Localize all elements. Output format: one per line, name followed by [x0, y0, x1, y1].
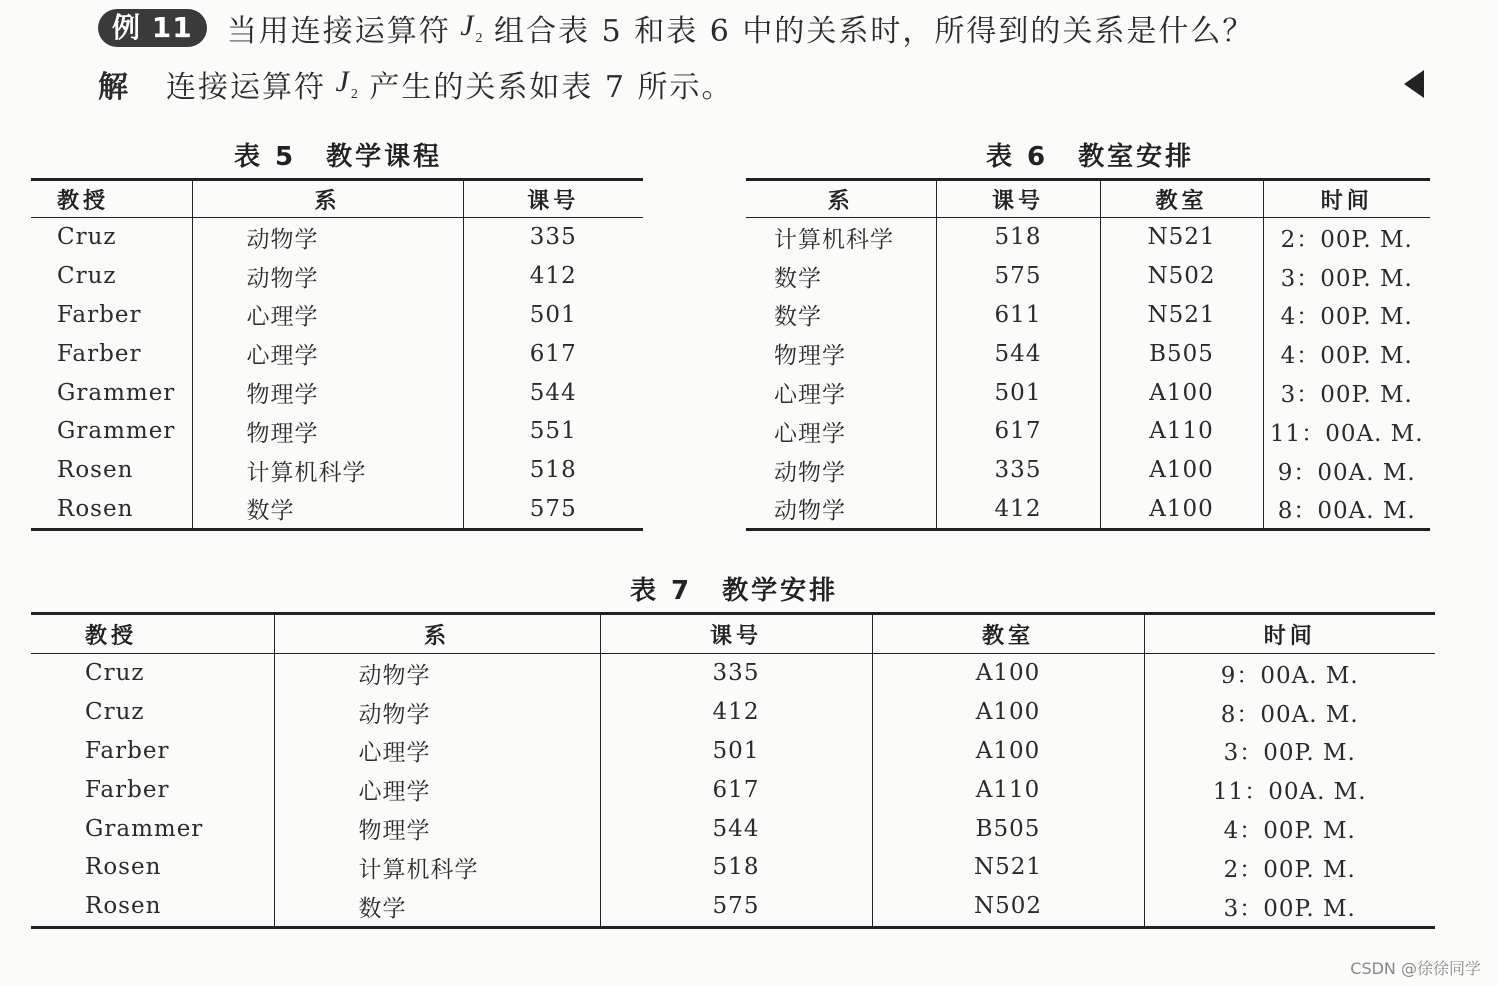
- table-row: [746, 451, 1430, 490]
- table-cell: 335: [600, 654, 872, 693]
- table-cell: 8：00A. M.: [1263, 490, 1430, 530]
- table-row: [746, 296, 1430, 335]
- table6-header: 系: [746, 180, 936, 218]
- table5-caption-title: 教学课程: [326, 142, 443, 172]
- answer-text-a: 连接运算符: [166, 70, 326, 105]
- table5-caption: [234, 136, 442, 173]
- table5-header: 教授: [31, 180, 192, 218]
- table6-caption: [986, 136, 1194, 173]
- table-cell: A100: [1100, 373, 1263, 412]
- table-cell: Cruz: [85, 699, 145, 726]
- table-cell: 动物学: [192, 218, 463, 257]
- operator-subscript-2: 2: [350, 87, 360, 102]
- table-cell: Farber: [57, 301, 142, 328]
- table-cell: A110: [1100, 412, 1263, 451]
- table-cell: 心理学: [774, 420, 846, 447]
- table-cell: 动物学: [774, 459, 846, 486]
- table-cell: 3：00P. M.: [1263, 373, 1430, 412]
- table-row: [31, 490, 643, 530]
- table-cell: 3：00P. M.: [1144, 887, 1435, 927]
- table-cell: 8：00A. M.: [1144, 693, 1435, 732]
- solution-statement: [98, 62, 734, 106]
- table-row: [746, 412, 1430, 451]
- table-cell: Farber: [57, 340, 142, 367]
- table-row: [31, 887, 1435, 927]
- table5-courses: [31, 178, 643, 531]
- table-row: [31, 770, 1435, 809]
- table-cell: 物理学: [774, 343, 846, 370]
- table7-header: 系: [274, 614, 600, 654]
- problem-statement: [98, 6, 1254, 50]
- table-cell: 计算机科学: [274, 848, 600, 887]
- table-cell: Rosen: [57, 495, 134, 522]
- table-cell: 计算机科学: [192, 451, 463, 490]
- table-row: [31, 412, 643, 451]
- table-cell: 2：00P. M.: [1263, 218, 1430, 257]
- table-cell: 4：00P. M.: [1263, 296, 1430, 335]
- table-cell: Rosen: [85, 893, 162, 920]
- table6-header: 时间: [1263, 180, 1430, 218]
- table-row: [31, 654, 1435, 693]
- example-badge: 例 11: [98, 9, 207, 47]
- table-cell: 544: [463, 373, 643, 412]
- operator-symbol: [451, 9, 494, 47]
- table-cell: 数学: [192, 490, 463, 530]
- table-cell: 335: [936, 451, 1100, 490]
- question-text-b: 组合表 5 和表 6 中的关系时，所得到的关系是什么？: [494, 14, 1255, 49]
- table-cell: Grammer: [57, 418, 176, 445]
- answer-text-b: 产生的关系如表 7 所示。: [369, 70, 734, 105]
- table-cell: 611: [936, 296, 1100, 335]
- table-cell: Cruz: [85, 660, 145, 687]
- table-cell: 3：00P. M.: [1144, 732, 1435, 771]
- table-cell: A100: [1100, 490, 1263, 530]
- table-cell: 518: [936, 218, 1100, 257]
- table-cell: Farber: [85, 737, 170, 764]
- table-cell: 动物学: [774, 498, 846, 525]
- table-cell: 575: [600, 887, 872, 927]
- table7-header: 时间: [1144, 614, 1435, 654]
- table-row: [31, 373, 643, 412]
- table7-caption-number: 表 7: [630, 576, 693, 606]
- table-cell: 物理学: [274, 809, 600, 848]
- table-cell: 412: [600, 693, 872, 732]
- table-cell: 501: [936, 373, 1100, 412]
- table-cell: 动物学: [192, 257, 463, 296]
- table7-header: 教室: [872, 614, 1144, 654]
- table-cell: 501: [463, 296, 643, 335]
- table-cell: 心理学: [274, 770, 600, 809]
- table-cell: Cruz: [57, 224, 117, 251]
- table-cell: 心理学: [774, 382, 846, 409]
- table-cell: 544: [600, 809, 872, 848]
- table6-caption-number: 表 6: [986, 142, 1049, 172]
- table-cell: 9：00A. M.: [1263, 451, 1430, 490]
- table-row: [31, 257, 643, 296]
- table-cell: 575: [936, 257, 1100, 296]
- table-cell: 心理学: [192, 296, 463, 335]
- table-row: [31, 296, 643, 335]
- table-cell: 501: [600, 732, 872, 771]
- table7-caption: [630, 570, 838, 607]
- table-cell: Rosen: [57, 457, 134, 484]
- table-cell: 计算机科学: [774, 226, 894, 253]
- table-cell: 412: [463, 257, 643, 296]
- table-cell: 4：00P. M.: [1263, 334, 1430, 373]
- table-cell: Rosen: [85, 854, 162, 881]
- table-cell: 518: [600, 848, 872, 887]
- triangle-marker-icon: [1404, 70, 1424, 98]
- table-cell: N502: [1100, 257, 1263, 296]
- table-cell: A110: [872, 770, 1144, 809]
- table5-header: 系: [192, 180, 463, 218]
- table7-header: 课号: [600, 614, 872, 654]
- table7-caption-title: 教学安排: [722, 576, 839, 606]
- table6-caption-title: 教室安排: [1078, 142, 1195, 172]
- table5-header: 课号: [463, 180, 643, 218]
- operator-letter: J: [460, 9, 476, 42]
- table6-header: 教室: [1100, 180, 1263, 218]
- solution-label: 解: [98, 70, 130, 105]
- table-row: [746, 218, 1430, 257]
- table-cell: 335: [463, 218, 643, 257]
- table-cell: A100: [1100, 451, 1263, 490]
- table-cell: B505: [872, 809, 1144, 848]
- table-row: [31, 809, 1435, 848]
- table-cell: 2：00P. M.: [1144, 848, 1435, 887]
- table6-classrooms: [746, 178, 1430, 531]
- table-row: [31, 732, 1435, 771]
- table-cell: 心理学: [192, 334, 463, 373]
- table-row: [31, 451, 643, 490]
- table-cell: 动物学: [274, 654, 600, 693]
- table-cell: N521: [872, 848, 1144, 887]
- table7-header: 教授: [31, 614, 274, 654]
- table-cell: A100: [872, 732, 1144, 771]
- table-cell: Grammer: [57, 379, 176, 406]
- table-cell: N521: [1100, 296, 1263, 335]
- table-cell: 544: [936, 334, 1100, 373]
- table-row: [746, 334, 1430, 373]
- operator-letter-2: J: [335, 65, 351, 98]
- table-row: [31, 848, 1435, 887]
- table-row: [31, 334, 643, 373]
- table-cell: 617: [936, 412, 1100, 451]
- table-cell: Cruz: [57, 263, 117, 290]
- table-cell: 617: [463, 334, 643, 373]
- table6-header: 课号: [936, 180, 1100, 218]
- table-cell: 9：00A. M.: [1144, 654, 1435, 693]
- table5-caption-number: 表 5: [234, 142, 297, 172]
- table-row: [746, 373, 1430, 412]
- table-row: [746, 490, 1430, 530]
- table-cell: 物理学: [192, 412, 463, 451]
- table-cell: B505: [1100, 334, 1263, 373]
- table-cell: Farber: [85, 776, 170, 803]
- table-cell: 518: [463, 451, 643, 490]
- table-cell: 412: [936, 490, 1100, 530]
- table-cell: 575: [463, 490, 643, 530]
- table-cell: 数学: [274, 887, 600, 927]
- table-cell: 4：00P. M.: [1144, 809, 1435, 848]
- table-row: [31, 693, 1435, 732]
- table7-schedule: [31, 612, 1435, 929]
- table-cell: 动物学: [274, 693, 600, 732]
- table-cell: 数学: [774, 304, 822, 331]
- table-cell: N521: [1100, 218, 1263, 257]
- table-cell: 心理学: [274, 732, 600, 771]
- table-row: [746, 257, 1430, 296]
- operator-subscript: 2: [475, 31, 485, 46]
- table-cell: 551: [463, 412, 643, 451]
- table-cell: Grammer: [85, 815, 204, 842]
- question-text-a: 当用连接运算符: [226, 14, 451, 49]
- operator-symbol-2: [326, 65, 369, 103]
- table-cell: A100: [872, 693, 1144, 732]
- table-cell: 617: [600, 770, 872, 809]
- table-cell: 3：00P. M.: [1263, 257, 1430, 296]
- table-cell: 11：00A. M.: [1263, 412, 1430, 451]
- table-row: [31, 218, 643, 257]
- watermark: CSDN @徐徐同学: [1350, 959, 1481, 978]
- table-cell: 物理学: [192, 373, 463, 412]
- table-cell: N502: [872, 887, 1144, 927]
- table-cell: 11：00A. M.: [1144, 770, 1435, 809]
- table-cell: 数学: [774, 265, 822, 292]
- table-cell: A100: [872, 654, 1144, 693]
